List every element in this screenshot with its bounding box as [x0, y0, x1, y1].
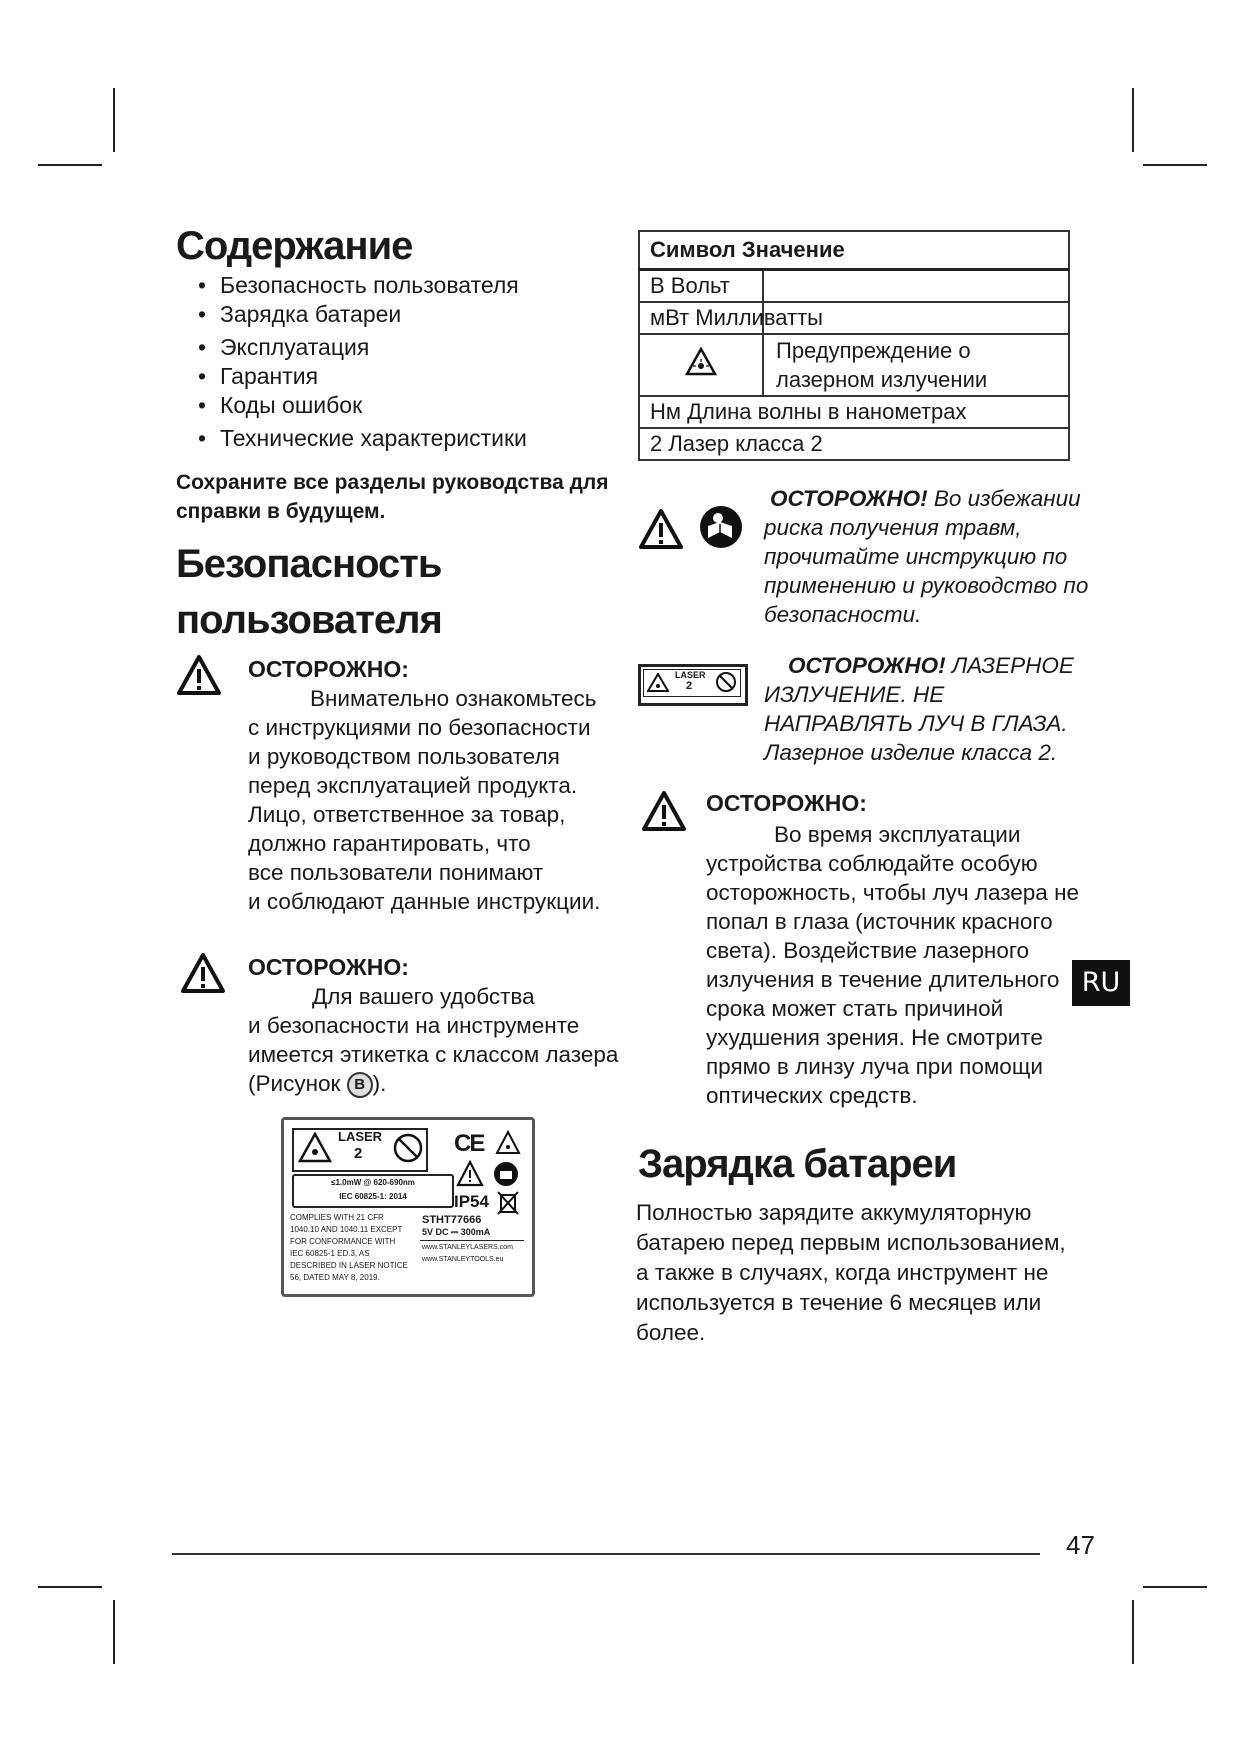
no-eye-contact-icon: [392, 1131, 424, 1165]
caution-bold: ОСТОРОЖНО!: [770, 486, 928, 511]
table-row: 2 Лазер класса 2: [639, 428, 1069, 460]
list-item: • Эксплуатация: [198, 333, 527, 362]
caution-bold: ОСТОРОЖНО!: [788, 653, 946, 678]
caution-read-text: ОСТОРОЖНО! Во избежании риска получения травм, прочитайте инструкцию по применению и руководство по безопасности.: [764, 486, 1089, 627]
crop-mark: [38, 1586, 102, 1588]
crop-mark: [1143, 164, 1207, 166]
figure-letter-badge: B: [347, 1072, 373, 1098]
laser-warning-icon: [647, 673, 669, 693]
table-row: В Вольт: [639, 270, 1069, 303]
table-row: Нм Длина волны в нанометрах: [639, 396, 1069, 428]
power-rating: 5V DC ⎓ 300mA: [422, 1227, 491, 1237]
list-item: • Зарядка батареи: [198, 300, 527, 329]
warning-small-icon: [456, 1160, 484, 1188]
label-spec-box: ≤1.0mW @ 620-690nm IEC 60825-1: 2014: [292, 1174, 454, 1208]
warning-2-heading: ОСТОРОЖНО:: [248, 954, 409, 980]
read-manual-icon: [492, 1160, 520, 1188]
ce-mark: CE: [454, 1130, 484, 1157]
table-row: Предупреждение о лазерном излучении: [639, 334, 1069, 396]
list-item: • Коды ошибок: [198, 391, 527, 420]
warning-small-icon: [495, 1130, 521, 1156]
safety-title: Безопасность пользователя: [176, 542, 442, 642]
charging-title: Зарядка батареи: [638, 1142, 957, 1186]
keep-manual-note: Сохраните все разделы руководства для справки в будущем.: [176, 471, 609, 523]
list-item: • Технические характеристики: [198, 424, 527, 453]
page-number: 47: [1066, 1530, 1095, 1560]
laser-warning-icon: [298, 1132, 332, 1164]
warning-triangle-icon: [176, 654, 222, 696]
crop-mark: [38, 164, 102, 166]
charging-text: Полностью зарядите аккумуляторную батарею перед первым использованием, а также в случаях, когда инструмент не используется в течение 6 месяцев или более.: [636, 1200, 1066, 1345]
warning-1-heading: ОСТОРОЖНО:: [248, 656, 409, 682]
laser-class-label-icon: LASER 2: [638, 664, 748, 706]
crop-mark: [113, 1600, 115, 1664]
crop-mark: [1132, 1600, 1134, 1664]
warning-triangle-icon: [638, 508, 684, 550]
list-item: • Гарантия: [198, 362, 527, 391]
caution-eye-text: Во время эксплуатации устройства соблюдайте особую осторожность, чтобы луч лазера не попал в глаза (источник красного света). Воздействие лазерного излучения в течение длительного срока может стать причиной ухудшения зрения. Не смотрите прямо в линзу луча при помощи оптических средств.: [706, 822, 1080, 1108]
list-item: • Безопасность пользователя: [198, 271, 527, 300]
crop-mark: [1143, 1586, 1207, 1588]
caution-eye-heading: ОСТОРОЖНО:: [706, 790, 867, 816]
weee-bin-icon: [496, 1190, 520, 1216]
no-eye-contact-icon: [715, 671, 737, 693]
crop-mark: [1132, 88, 1134, 152]
warning-1-text: Внимательно ознакомьтесь с инструкциями по безопасности и руководством пользователя перед эксплуатацией продукта. Лицо, ответственное за товар, должно гарантировать, что все пользователи понимают и соблюдают данные инструкции.: [248, 686, 601, 914]
table-row: [639, 231, 1069, 270]
compliance-text: COMPLIES WITH 21 CFR 1040.10 AND 1040.11 EXCEPT FOR CONFORMANCE WITH IEC 60825-1 ED.3, AS DESCRIBED IN LASER NOTICE 56, DATED MAY 8, 2019.: [290, 1213, 408, 1282]
label-divider: [420, 1240, 524, 1241]
warning-triangle-icon: [641, 790, 687, 832]
table-header: Символ Значение: [639, 231, 1069, 270]
symbols-table: [638, 230, 1070, 461]
caution-laser-text: ОСТОРОЖНО! ЛАЗЕРНОЕ ИЗЛУЧЕНИЕ. НЕ НАПРАВЛЯТЬ ЛУЧ В ГЛАЗА. Лазерное изделие класса 2.: [764, 653, 1074, 765]
crop-mark: [113, 88, 115, 152]
table-row: мВт Милливатты: [639, 302, 1069, 334]
figure-reference: (Рисунок B ).: [248, 1069, 618, 1098]
language-tab: RU: [1072, 960, 1130, 1006]
laser-product-label: LASER 2 CE ≤1.0mW @ 620-690nm IEC 60825-1: 2014 IP54 COMPLIES WITH 21 CFR 1040.10 AND 1040.11 EXCEPT FOR CONFORMANCE WITH IEC 60825-1 ED.3, AS DESCRIBED IN LASER NOTICE 56, DATED MAY 8, 2019. STHT77666 5V DC ⎓ 300mA www.STANLEYLASERS.com www.STANLEYTOOLS.eu: [281, 1117, 535, 1297]
contents-list: [198, 271, 527, 453]
warning-2-text: Для вашего удобства и безопасности на инструменте имеется этикетка с классом лазера (Рисунок B ).: [248, 982, 618, 1098]
warning-triangle-icon: [180, 952, 226, 994]
contents-title: Содержание: [176, 224, 413, 268]
model-number: STHT77666: [422, 1214, 482, 1226]
footer-divider: [172, 1553, 1040, 1555]
laser-warning-icon: [685, 347, 717, 377]
read-manual-icon: [698, 504, 744, 550]
